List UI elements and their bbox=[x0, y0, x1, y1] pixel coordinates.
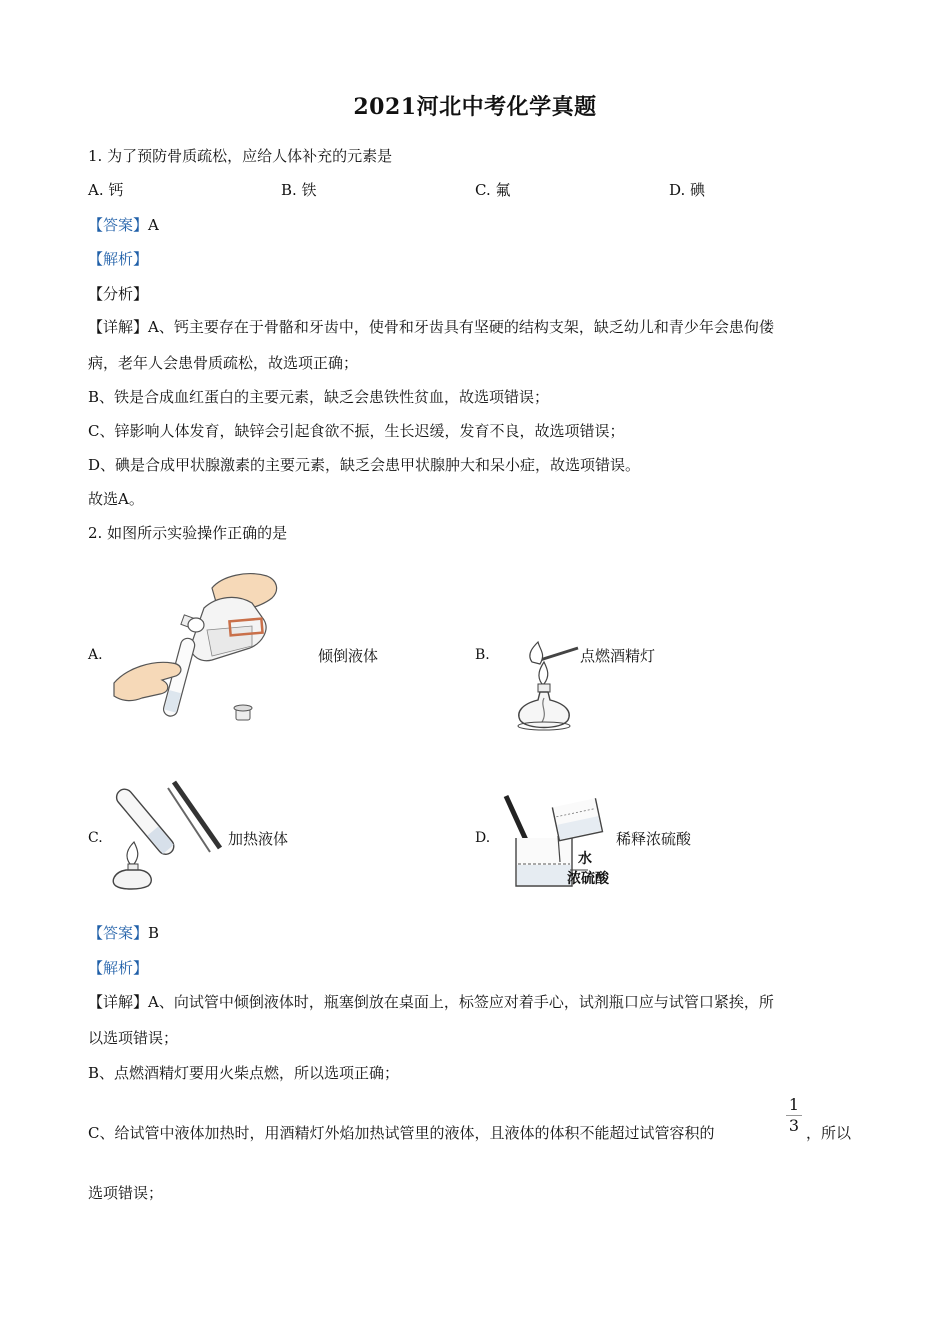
q1-stem: 1. 为了预防骨质疏松，应给人体补充的元素是 bbox=[88, 147, 393, 165]
q2-b-line: B、点燃酒精灯要用火柴点燃，所以选项正确； bbox=[88, 1064, 400, 1082]
fig-d-label-water: 水 bbox=[578, 851, 592, 867]
fig-c-caption: 加热液体 bbox=[228, 830, 289, 848]
fig-a-letter: A. bbox=[88, 647, 103, 663]
q2-stem: 2. 如图所示实验操作正确的是 bbox=[88, 524, 288, 542]
fig-a-caption: 倾倒液体 bbox=[318, 647, 379, 665]
q2-answer-tag: 【答案】 bbox=[88, 924, 149, 942]
q1-d-line: D、碘是合成甲状腺激素的主要元素，缺乏会患甲状腺肿大和呆小症，故选项错误。 bbox=[88, 456, 641, 474]
q1-option-d: D. 碘 bbox=[669, 181, 706, 199]
fig-d-label-acid: 浓硫酸 bbox=[567, 871, 609, 887]
q1-answer: A bbox=[148, 216, 159, 234]
fraction-denominator: 3 bbox=[788, 1116, 800, 1135]
q1-analysis-tag: 【解析】 bbox=[88, 250, 149, 268]
q1-option-b: B. 铁 bbox=[281, 181, 317, 199]
fraction-numerator: 1 bbox=[788, 1095, 800, 1114]
q1-option-a: A. 钙 bbox=[88, 181, 124, 199]
q1-fenxi: 【分析】 bbox=[88, 285, 149, 303]
q1-conclusion: 故选A。 bbox=[88, 490, 144, 508]
q1-answer-tag: 【答案】 bbox=[88, 216, 149, 234]
q2-detail-line2: 以选项错误； bbox=[88, 1029, 179, 1047]
fig-b-caption: 点燃酒精灯 bbox=[580, 647, 656, 665]
fig-a-pour-liquid bbox=[112, 568, 292, 733]
fig-d-letter: D. bbox=[475, 830, 491, 846]
page-title: 2021河北中考化学真题 bbox=[353, 94, 597, 120]
fraction-one-third bbox=[786, 1096, 802, 1135]
q2-analysis-tag: 【解析】 bbox=[88, 959, 149, 977]
q2-c-line: C、给试管中液体加热时，用酒精灯外焰加热试管里的液体，且液体的体积不能超过试管容积的 bbox=[88, 1124, 715, 1142]
fig-c-letter: C. bbox=[88, 830, 103, 846]
q1-detail-line2: 病，老年人会患骨质疏松，故选项正确； bbox=[88, 354, 359, 372]
q1-detail-line1: 【详解】A、钙主要存在于骨骼和牙齿中，使骨和牙齿具有坚硬的结构支架，缺乏幼儿和青少年会患佝偻 bbox=[88, 318, 774, 336]
q2-c-tail: ，所以 bbox=[806, 1124, 852, 1142]
q2-c-line2: 选项错误； bbox=[88, 1184, 164, 1202]
q1-c-line: C、锌影响人体发育，缺锌会引起食欲不振，生长迟缓，发育不良，故选项错误； bbox=[88, 422, 625, 440]
q1-option-c: C. 氟 bbox=[475, 181, 511, 199]
q2-answer-row bbox=[88, 923, 159, 943]
q1-b-line: B、铁是合成血红蛋白的主要元素，缺乏会患铁性贫血，故选项错误； bbox=[88, 388, 550, 406]
q1-answer-row bbox=[88, 215, 159, 235]
fig-c-heat-liquid bbox=[108, 772, 226, 890]
q2-detail-line1: 【详解】A、向试管中倾倒液体时，瓶塞倒放在桌面上，标签应对着手心，试剂瓶口应与试管口紧挨，所 bbox=[88, 993, 774, 1011]
fig-b-letter: B. bbox=[475, 647, 490, 663]
fig-d-caption: 稀释浓硫酸 bbox=[616, 830, 692, 848]
q2-answer: B bbox=[148, 924, 160, 942]
fig-b-light-lamp bbox=[500, 640, 585, 735]
